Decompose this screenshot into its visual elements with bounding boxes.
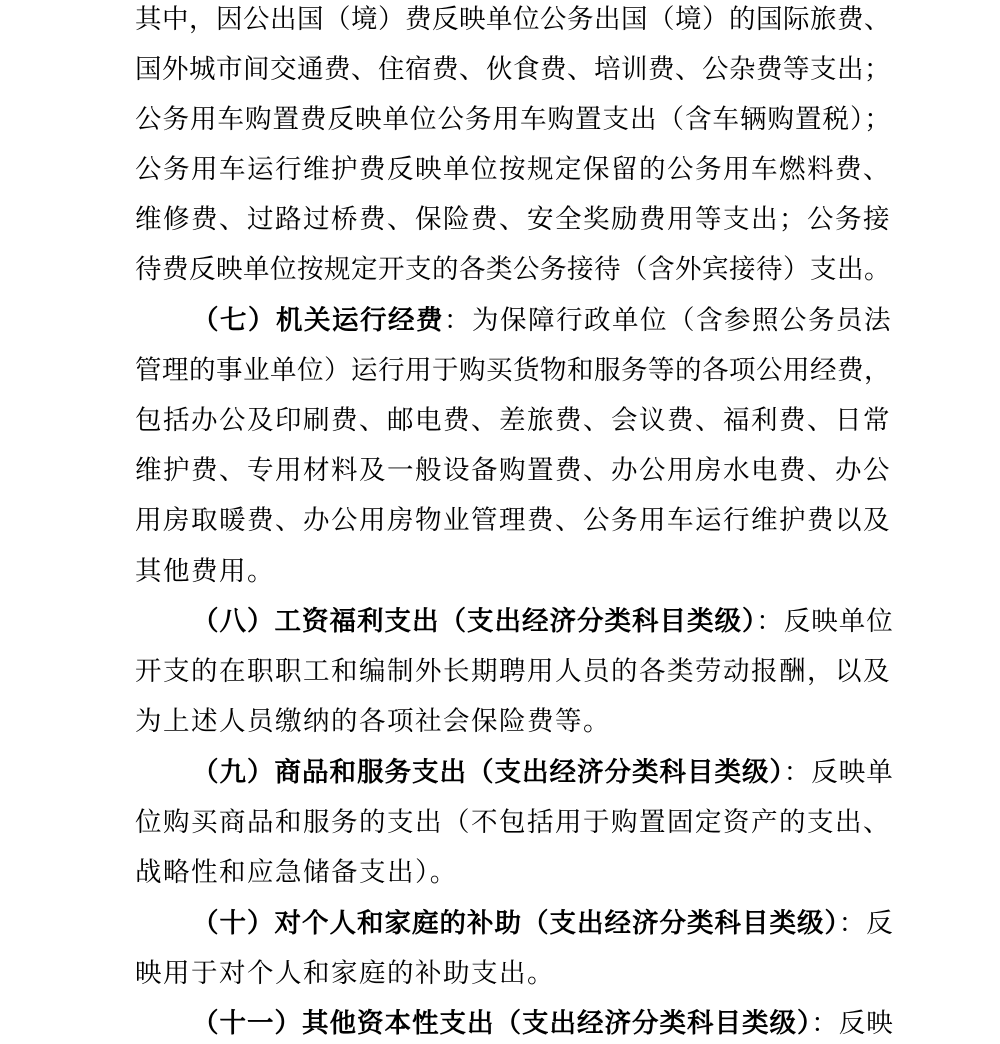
paragraph-line: 用房取暖费、办公用房物业管理费、公务用车运行维护费以及 xyxy=(135,505,891,536)
section-11-heading: （十一）其他资本性支出（支出经济分类科目类级） xyxy=(192,1008,812,1039)
paragraph-line: 其他费用。 xyxy=(135,556,275,587)
section-10-heading: （十）对个人和家庭的补助（支出经济分类科目类级） xyxy=(192,908,839,939)
paragraph-line: 战略性和应急储备支出）。 xyxy=(135,857,458,888)
section-8-text: ：反映单位 xyxy=(756,606,894,637)
paragraph-line: 公务用车购置费反映单位公务用车购置支出（含车辆购置税）； xyxy=(135,104,892,135)
section-8-first-line xyxy=(192,602,894,642)
paragraph-line: 包括办公及印刷费、邮电费、差旅费、会议费、福利费、日常 xyxy=(135,405,891,436)
paragraph-line: 映用于对个人和家庭的补助支出。 xyxy=(135,958,555,989)
paragraph-line: 其中，因公出国（境）费反映单位公务出国（境）的国际旅费、 xyxy=(135,4,891,35)
section-7-text: ：为保障行政单位（含参照公务员法 xyxy=(444,305,892,336)
section-9-text: ：反映单 xyxy=(783,757,894,788)
paragraph-line: 管理的事业单位）运行用于购买货物和服务等的各项公用经费， xyxy=(135,355,891,386)
paragraph-line: 开支的在职职工和编制外长期聘用人员的各类劳动报酬，以及 xyxy=(135,656,891,687)
section-11-text: ：反映 xyxy=(811,1008,894,1039)
section-10-first-line xyxy=(192,904,894,944)
section-8-heading: （八）工资福利支出（支出经济分类科目类级） xyxy=(192,606,757,637)
paragraph-line: 国外城市间交通费、住宿费、伙食费、培训费、公杂费等支出； xyxy=(135,54,891,85)
paragraph-line: 维护费、专用材料及一般设备购置费、办公用房水电费、办公 xyxy=(135,455,891,486)
section-9-first-line xyxy=(192,753,894,793)
section-7-heading: （七）机关运行经费 xyxy=(192,305,444,336)
section-7-first-line xyxy=(192,301,892,341)
paragraph-line: 公务用车运行维护费反映单位按规定保留的公务用车燃料费、 xyxy=(135,154,891,185)
paragraph-line: 待费反映单位按规定开支的各类公务接待（含外宾接待）支出。 xyxy=(135,254,891,285)
section-9-heading: （九）商品和服务支出（支出经济分类科目类级） xyxy=(192,757,784,788)
paragraph-line: 为上述人员缴纳的各项社会保险费等。 xyxy=(135,706,611,737)
section-11-first-line xyxy=(192,1004,894,1044)
paragraph-line: 位购买商品和服务的支出（不包括用于购置固定资产的支出、 xyxy=(135,807,891,838)
section-10-text: ：反 xyxy=(838,908,894,939)
paragraph-line: 维修费、过路过桥费、保险费、安全奖励费用等支出；公务接 xyxy=(135,204,891,235)
